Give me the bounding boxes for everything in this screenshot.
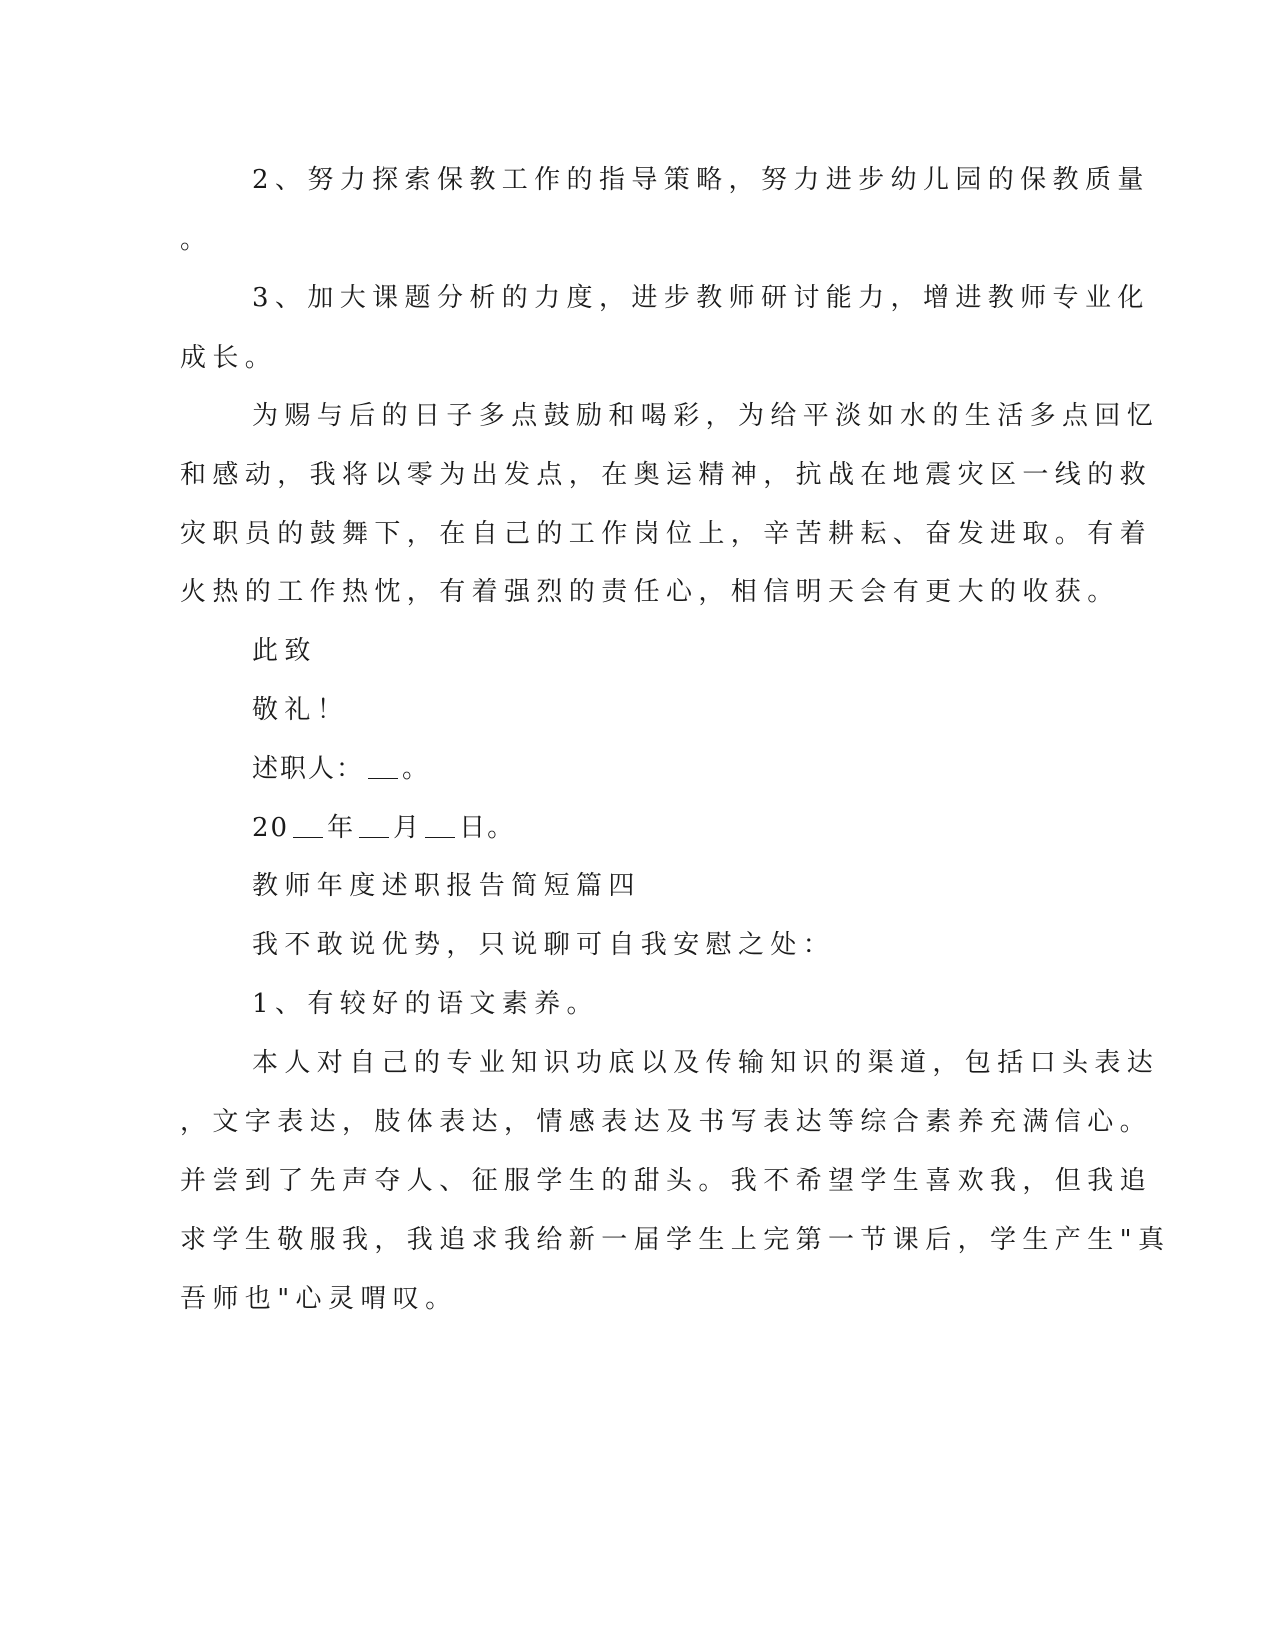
year-blank: [293, 811, 323, 838]
year-label: 年: [327, 813, 356, 843]
month-blank: [359, 811, 389, 838]
reporter-end: 。: [402, 754, 431, 784]
paragraph-line: ，文字表达，肢体表达，情感表达及书写表达等综合素养充满信心。: [180, 1107, 1153, 1137]
paragraph-line: 本人对自己的专业知识功底以及传输知识的渠道，包括口头表达: [252, 1048, 1160, 1078]
paragraph-line: 求学生敬服我，我追求我给新一届学生上完第一节课后，学生产生"真: [180, 1225, 1171, 1255]
paragraph-line: 2、努力探索保教工作的指导策略，努力进步幼儿园的保教质量: [252, 165, 1150, 195]
closing-salutation: 此致: [252, 636, 317, 666]
paragraph-line: 火热的工作热忱，有着强烈的责任心，相信明天会有更大的收获。: [180, 577, 1120, 607]
day-blank: [425, 811, 455, 838]
paragraph-line: 并尝到了先声夺人、征服学生的甜头。我不希望学生喜欢我，但我追: [180, 1166, 1153, 1196]
paragraph-line: 为赐与后的日子多点鼓励和喝彩，为给平淡如水的生活多点回忆: [252, 401, 1160, 431]
paragraph-line: 。: [180, 225, 213, 255]
paragraph-line: 灾职员的鼓舞下，在自己的工作岗位上，辛苦耕耘、奋发进取。有着: [180, 519, 1153, 549]
reporter-signature: [252, 751, 430, 787]
paragraph-line: 吾师也"心灵喟叹。: [180, 1284, 458, 1314]
reporter-name-blank: [368, 752, 398, 779]
signature-date: [252, 810, 515, 846]
paragraph-line: 3、加大课题分析的力度，进步教师研讨能力，增进教师专业化: [252, 283, 1150, 313]
paragraph-line: 和感动，我将以零为出发点，在奥运精神，抗战在地震灾区一线的救: [180, 460, 1153, 490]
reporter-label: 述职人：: [252, 754, 365, 784]
paragraph-line: 我不敢说优势，只说聊可自我安慰之处：: [252, 930, 836, 960]
paragraph-line: 成长。: [180, 343, 278, 373]
closing-regards: 敬礼！: [252, 695, 350, 725]
date-prefix: 20: [252, 813, 290, 843]
month-label: 月: [393, 813, 422, 843]
paragraph-line: 1、有较好的语文素养。: [252, 989, 599, 1019]
section-heading: 教师年度述职报告简短篇四: [252, 871, 641, 901]
day-label: 日。: [459, 813, 516, 843]
